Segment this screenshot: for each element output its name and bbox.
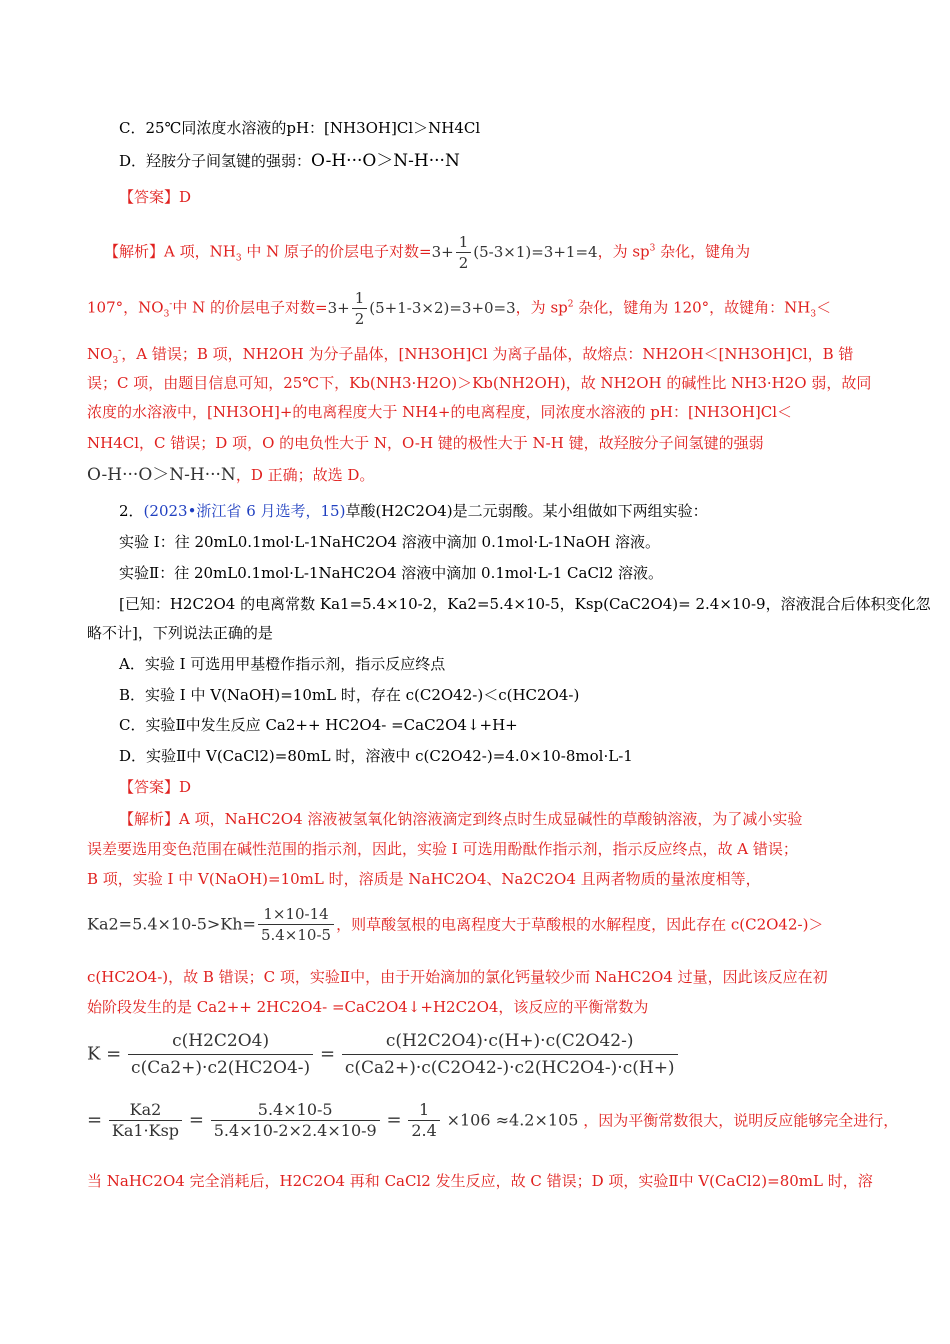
analysis-text: A 项，NH <box>164 242 236 261</box>
analysis-2-line-8: 当 NaHC2O4 完全消耗后，H2C2O4 再和 CaCl2 发生反应，故 C 错误；D 项，实验Ⅱ中 V(CaCl2)=80mL 时，溶 <box>87 1172 873 1190</box>
option-c-2: C．实验Ⅱ中发生反应 Ca2++ HC2O4- =CaC2O4↓+H+ <box>119 716 518 734</box>
analysis-2-line-1: 【解析】A 项，NaHC2O4 溶液被氢氧化钠溶液滴定到终点时生成显碱性的草酸钠溶液，为了减小实验 <box>119 810 803 828</box>
analysis-1-line-4: 误；C 项，由题目信息可知，25℃下，Kb(NH3·H2O)＞Kb(NH2OH)，故 NH2OH 的碱性比 NH3·H2O 弱，故同 <box>87 374 872 392</box>
option-d-2: D．实验Ⅱ中 V(CaCl2)=80mL 时，溶液中 c(C2O42-)=4.0×10-8mol·L-1 <box>119 747 633 765</box>
answer-2: 【答案】D <box>119 778 192 796</box>
analysis-text: 107°，NO <box>87 298 164 317</box>
k-fraction-3: $\frac{Ka2}{\text{Ka1·Ksp}}$ <box>109 1100 182 1141</box>
analysis-2-line-3: B 项，实验 I 中 V(NaOH)=10mL 时，溶质是 NaHC2O4、Na2C2O4 且两者物质的量浓度相等， <box>87 870 761 888</box>
ka2-expression: Ka2=5.4×10-5>Kh= <box>87 914 256 934</box>
analysis-text: ，为 sp <box>515 298 568 317</box>
experiment-1: 实验 I：往 20mL0.1mol·L-1NaHC2O4 溶液中滴加 0.1mol·L-1NaOH 溶液。 <box>119 533 660 551</box>
analysis-text: 杂化，键角为 120°，故键角：NH <box>578 298 811 317</box>
kh-fraction: $\frac{1\times 10-14}{5.4\times 10-5}$ <box>258 904 334 945</box>
experiment-2: 实验Ⅱ：往 20mL0.1mol·L-1NaHC2O4 溶液中滴加 0.1mol·L-1 CaCl2 溶液。 <box>119 564 664 582</box>
analysis-text: A 错误；B 项，NH2OH 为分子晶体，[NH3OH]Cl 为离子晶体，故熔点：NH2OH＜[NH3OH]Cl，B 错 <box>136 345 854 363</box>
ka2-kh-line <box>87 904 823 952</box>
question-2-stem <box>119 500 708 522</box>
question-number: 2． <box>119 502 144 520</box>
formula-vsepr-no3: 3+ $\frac{1}{2}$ (5+1-3×2)=3+0=3 <box>327 289 516 328</box>
option-b: B．实验 I 中 V(NaOH)=10mL 时，存在 c(C2O42-)＜c(HC2O4-) <box>119 686 580 704</box>
k-label: K = <box>87 1043 122 1065</box>
option-c: C．25℃同浓度水溶液的pH：[NH3OH]Cl＞NH4Cl <box>119 119 481 137</box>
k-fraction-5: $\frac{1}{2.4}$ <box>408 1100 439 1141</box>
analysis-1-line-2: 107°，$NO_3^-$中 N 的价层电子对数=3+ $\frac{1}{2}$ (5+1-3×2)=3+0=3，为 $sp^2$ 杂化，键角为 120°，故键角：$NH_3<$ <box>87 289 832 328</box>
analysis-text: ，为 sp <box>597 242 650 261</box>
analysis-text: ，D 正确；故选 D。 <box>235 466 375 484</box>
formula-vsepr-nh3: 3+ $\frac{1}{2}$ (5-3×1)=3+1=4 <box>431 233 598 272</box>
equilibrium-constant-line-1: K = $\frac{c(H2C2O4)}{c(Ca2+)\cdot c2(HC2O4-)}$ = $\frac{c(H2C2O4)\cdot c(H+)\cdot c(C2O42-)}{c(Ca2+)\cdot c(C2O42-)\cdot c2(HC2O4-)\cdot c(H+)}$ <box>87 1028 680 1088</box>
question-source: (2023•浙江省 6 月选考，15) <box>143 502 346 520</box>
analysis-1-line-6: NH4Cl，C 错误；D 项，O 的电负性大于 N，O-H 键的极性大于 N-H 键，故羟胺分子间氢键的强弱 <box>87 434 764 452</box>
analysis-2-line-2: 误差要选用变色范围在碱性范围的指示剂，因此，实验 I 可选用酚酞作指示剂，指示反应终点，故 A 错误； <box>87 840 798 858</box>
k-fraction-1: $\frac{c(H2C2O4)}{c(Ca2+)\cdot c2(HC2O4-)}$ <box>128 1028 313 1081</box>
analysis-text: 中 N 原子的价层电子对数= <box>246 242 432 261</box>
option-d-text: D．羟胺分子间氢键的强弱： <box>119 152 312 170</box>
hbond-math: O-H···O＞N-H···N <box>87 465 236 485</box>
analysis-1-line-5: 浓度的水溶液中，[NH3OH]+的电离程度大于 NH4+的电离程度，同浓度水溶液的 pH：[NH3OH]Cl＜ <box>87 403 793 421</box>
analysis-text: ，则草酸氢根的电离程度大于草酸根的水解程度，因此存在 c(C2O42-)＞ <box>336 915 824 934</box>
option-a: A．实验 I 可选用甲基橙作指示剂，指示反应终点 <box>119 655 446 673</box>
equilibrium-constant-line-2: = $\frac{Ka2}{\text{Ka1·Ksp}}$ = $\frac{5.4\times 10-5}{5.4\times 10-2\times 2.4\times 10-9}$ = $\frac{1}{2.4}$ ×106 ≈4.2×105 ，因为平衡常数很大，说明反应能够完全进行， <box>87 1100 899 1140</box>
question-text: 草酸(H2C2O4)是二元弱酸。某小组做如下两组实验： <box>345 502 708 520</box>
analysis-1-line-3: $NO_3^-$，A 错误；B 项，NH2OH 为分子晶体，[NH3OH]Cl 为离子晶体，故熔点：NH2OH＜[NH3OH]Cl，B 错 <box>87 345 854 366</box>
known-line-1: [已知：H2C2O4 的电离常数 Ka1=5.4×10-2，Ka2=5.4×10-5，Ksp(CaC2O4)= 2.4×10-9，溶液混合后体积变化忽 <box>119 595 931 613</box>
analysis-2-line-5: c(HC2O4-)，故 B 错误；C 项，实验Ⅱ中，由于开始滴加的氯化钙量较少而 NaHC2O4 过量，因此该反应在初 <box>87 968 828 986</box>
analysis-1-line-7 <box>87 464 374 486</box>
k-fraction-2: $\frac{c(H2C2O4)\cdot c(H+)\cdot c(C2O42-)}{c(Ca2+)\cdot c(C2O42-)\cdot c2(HC2O4-)\cdot c(H+)}$ <box>342 1028 678 1081</box>
k-result: ×106 ≈4.2×105 <box>446 1110 579 1130</box>
analysis-label: 【解析】 <box>104 242 165 261</box>
answer-1: 【答案】D <box>119 188 192 206</box>
option-d-math: O-H···O＞N-H···N <box>311 151 460 171</box>
analysis-2-line-6: 始阶段发生的是 Ca2++ 2HC2O4- =CaC2O4↓+H2C2O4，该反应的平衡常数为 <box>87 998 649 1016</box>
known-line-2: 略不计]，下列说法正确的是 <box>87 624 273 642</box>
option-d <box>119 150 460 172</box>
analysis-text: 杂化，键角为 <box>660 242 751 261</box>
analysis-1-line-1: 【解析】A 项，$NH_3$ 中 N 原子的价层电子对数=3+ $\frac{1}{2}$ (5-3×1)=3+1=4，为 $sp^3$ 杂化，键角为 <box>104 233 751 272</box>
analysis-text: 中 N 的价层电子对数= <box>172 298 328 317</box>
analysis-text: ，因为平衡常数很大，说明反应能够完全进行， <box>583 1111 899 1130</box>
k-fraction-4: $\frac{5.4\times 10-5}{5.4\times 10-2\times 2.4\times 10-9}$ <box>211 1100 380 1141</box>
